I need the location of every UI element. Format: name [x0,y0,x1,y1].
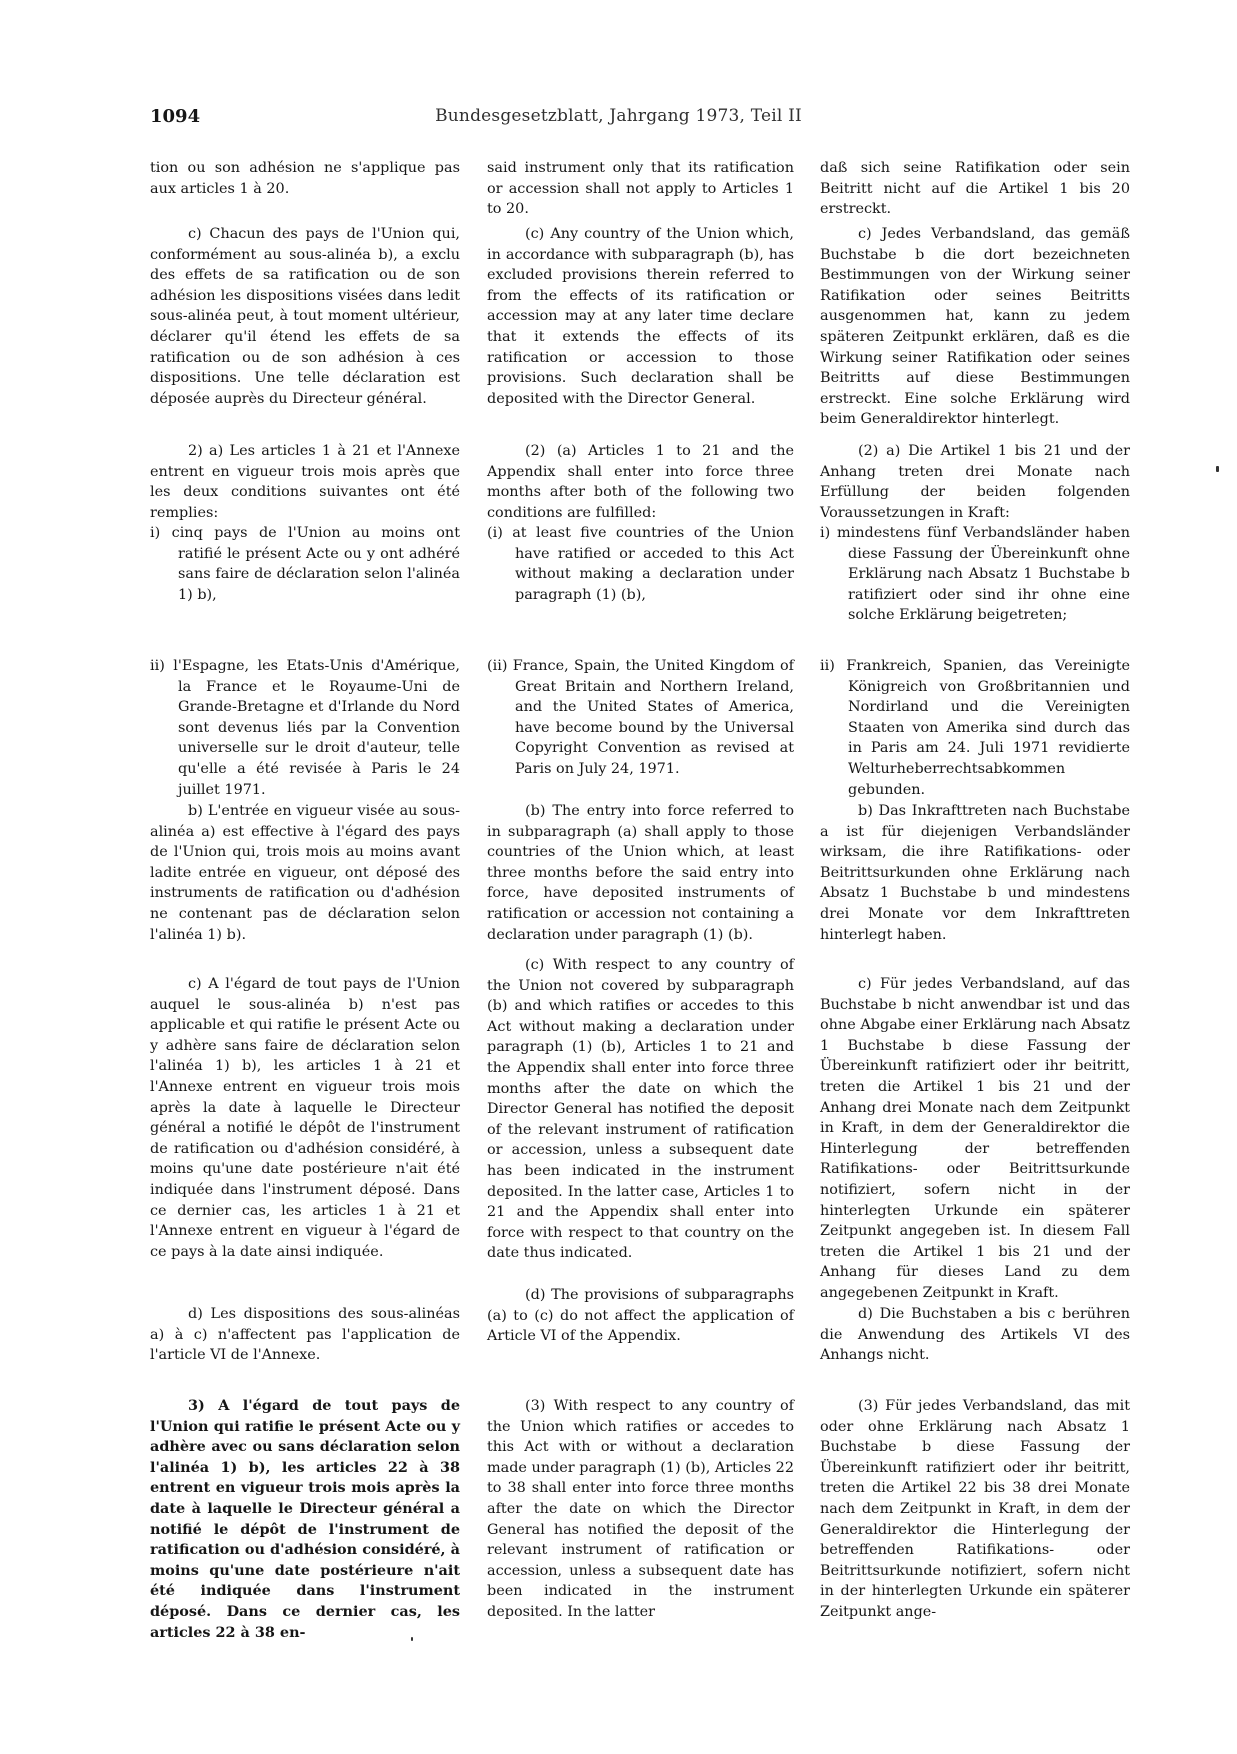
paragraph: b) L'entrée en vigueur visée au sous-alinéa a) est effective à l'égard des pays de l'Union qui, trois mois au moins avant ladite entrée en vigueur, ont déposé des instruments de ratification ou d'adhésion ne contenant pas de déclaration selon l'alinéa 1) b). [150,803,460,943]
paragraph: tion ou son adhésion ne s'applique pas aux articles 1 à 20. [150,160,460,197]
page-header [0,106,1237,130]
page-number: 1094 [150,106,201,127]
paragraph: (d) The provisions of subparagraphs (a) to (c) do not affect the application of Article VI of the Appendix. [487,1287,794,1345]
list-item: ii) Frankreich, Spanien, das Vereinigte Königreich von Großbritannien und Nordirland und die Vereinigten Staaten von Amerika sind durch das in Paris am 24. Juli 1971 revidierte Welturheberrechtsabkommen gebunden. [820,658,1130,798]
paragraph: c) Jedes Verbandsland, das gemäß Buchstabe b die dort bezeichneten Bestimmungen von der Wirkung seiner Ratifikation oder seines Beitritts ausgenommen hat, kann zu jedem späteren Zeitpunkt erklären, daß es die Wirkung seiner Ratifikation oder seines Beitritts auf diese Bestimmungen erstreckt. Eine solche Erklärung wird beim Generaldirektor hinterlegt. [820,226,1130,428]
paragraph: c) A l'égard de tout pays de l'Union auquel le sous-alinéa b) n'est pas applicable et qui ratifie le présent Acte ou y adhère sans faire de déclaration selon l'alinéa 1) b), les articles 1 à 21 et l'Annexe entrent en vigueur trois mois après la date à laquelle le Directeur général a notifié le dépôt de l'instrument de ratification ou d'adhésion considéré, à moins qu'une date postérieure n'ait été indiquée dans l'instrument déposé. Dans ce dernier cas, les articles 1 à 21 et l'Annexe entrent en vigueur à l'égard de ce pays à la date ainsi indiquée. [150,976,460,1260]
paragraph: c) Chacun des pays de l'Union qui, conformément au sous-alinéa b), a exclu des effets de sa ratification ou de son adhésion les dispositions visées dans ledit sous-alinéa peut, à tout moment ultérieur, déclarer qu'il étend les effets de sa ratification ou de son adhésion à ces dispositions. Une telle déclaration est déposée auprès du Directeur général. [150,226,460,407]
paragraph: 2) a) Les articles 1 à 21 et l'Annexe entrent en vigueur trois mois après que les deux conditions suivantes ont été remplies: [150,443,460,521]
paragraph: (c) Any country of the Union which, in accordance with subparagraph (b), has excluded provisions therein referred to from the effects of its ratification or accession may at any later time declare that it extends the effects of its ratification or accession to those provisions. Such declaration shall be deposited with the Director General. [487,226,794,407]
paragraph: c) Für jedes Verbandsland, auf das Buchstabe b nicht anwendbar ist und das ohne Abgabe einer Erklärung nach Absatz 1 Buchstabe b diese Fassung der Übereinkunft ratifiziert oder ihr beitritt, treten die Artikel 1 bis 21 und der Anhang drei Monate nach dem Zeitpunkt in Kraft, in dem der Generaldirektor die Hinterlegung der betreffenden Ratifikations- oder Beitrittsurkunde notifiziert, sofern nicht in der hinterlegten Urkunde ein späterer Zeitpunkt angegeben ist. In diesem Fall treten die Artikel 1 bis 21 und der Anhang für dieses Land zu dem angegebenen Zeitpunkt in Kraft. [820,976,1130,1301]
paragraph: (2) (a) Articles 1 to 21 and the Appendix shall enter into force three months after both of the following two conditions are fulfilled: [487,443,794,521]
list-item: (i) at least five countries of the Union have ratified or acceded to this Act without making a declaration under paragraph (1) (b), [487,525,794,603]
paragraph: (b) The entry into force referred to in subparagraph (a) shall apply to those countries of the Union which, at least three months before the said entry into force, have deposited instruments of ratification or accession not containing a declaration under paragraph (1) (b). [487,803,794,943]
paragraph: d) Les dispositions des sous-alinéas a) à c) n'affectent pas l'application de l'article VI de l'Annexe. [150,1306,460,1364]
paragraph: d) Die Buchstaben a bis c berühren die Anwendung des Artikels VI des Anhangs nicht. [820,1306,1130,1364]
scan-speck [411,1637,413,1641]
paragraph: (2) a) Die Artikel 1 bis 21 und der Anhang treten drei Monate nach Erfüllung der beiden folgenden Voraussetzungen in Kraft: [820,443,1130,521]
list-item: i) cinq pays de l'Union au moins ont ratifié le présent Acte ou y ont adhéré sans faire de déclaration selon l'alinéa 1) b), [150,525,460,603]
list-item: (ii) France, Spain, the United Kingdom of Great Britain and Northern Ireland, and the United States of America, have become bound by the Universal Copyright Convention as revised at Paris on July 24, 1971. [487,658,794,777]
paragraph: (c) With respect to any country of the Union not covered by subparagraph (b) and which ratifies or accedes to this Act without making a declaration under paragraph (1) (b), Articles 1 to 21 and the Appendix shall enter into force three months after the date on which the Director General has notified the deposit of the relevant instrument of ratification or accession, unless a subsequent date has been indicated in the instrument deposited. In the latter case, Articles 1 to 21 and the Appendix shall enter into force with respect to that country on the date thus indicated. [487,957,794,1262]
paragraph: b) Das Inkrafttreten nach Buchstabe a ist für diejenigen Verbandsländer wirksam, die ihre Ratifikations- oder Beitrittsurkunden ohne Erklärung nach Absatz 1 Buchstabe b und mindestens drei Monate vor dem Inkrafttreten hinterlegt haben. [820,803,1130,943]
running-title: Bundesgesetzblatt, Jahrgang 1973, Teil II [435,106,802,126]
paragraph: (3) Für jedes Verbandsland, das mit oder ohne Erklärung nach Absatz 1 Buchstabe b diese Fassung der Übereinkunft ratifiziert oder ihr beitritt, treten die Artikel 22 bis 38 drei Monate nach dem Zeitpunkt in Kraft, in dem der Generaldirektor die Hinterlegung der betreffenden Ratifikations- oder Beitrittsurkunde notifiziert, sofern nicht in der hinterlegten Urkunde ein späterer Zeitpunkt ange- [820,1398,1130,1620]
paragraph: (3) With respect to any country of the Union which ratifies or accedes to this Act with or without a declaration made under paragraph (1) (b), Articles 22 to 38 shall enter into force three months after the date on which the Director General has notified the deposit of the relevant instrument of ratification or accession, unless a subsequent date has been indicated in the instrument deposited. In the latter [487,1398,794,1620]
paragraph: said instrument only that its ratification or accession shall not apply to Articles 1 to 20. [487,160,794,218]
paragraph: daß sich seine Ratifikation oder sein Beitritt nicht auf die Artikel 1 bis 20 erstreckt. [820,160,1130,218]
list-item: ii) l'Espagne, les Etats-Unis d'Amérique, la France et le Royaume-Uni de Grande-Bretagne et d'Irlande du Nord sont devenus liés par la Convention universelle sur le droit d'auteur, telle qu'elle a été revisée à Paris le 24 juillet 1971. [150,658,460,798]
scan-speck [1216,466,1219,472]
list-item: i) mindestens fünf Verbandsländer haben diese Fassung der Übereinkunft ohne Erklärung nach Absatz 1 Buchstabe b ratifiziert oder sind ihr ohne eine solche Erklärung beigetreten; [820,525,1130,624]
paragraph: 3) A l'égard de tout pays de l'Union qui ratifie le présent Acte ou y adhère avec ou sans déclaration selon l'alinéa 1) b), les articles 22 à 38 entrent en vigueur trois mois après la date à laquelle le Directeur général a notifié le dépôt de l'instrument de ratification ou d'adhésion considéré, à moins qu'une date postérieure n'ait été indiquée dans l'instrument déposé. Dans ce dernier cas, les articles 22 à 38 en- [150,1397,460,1641]
